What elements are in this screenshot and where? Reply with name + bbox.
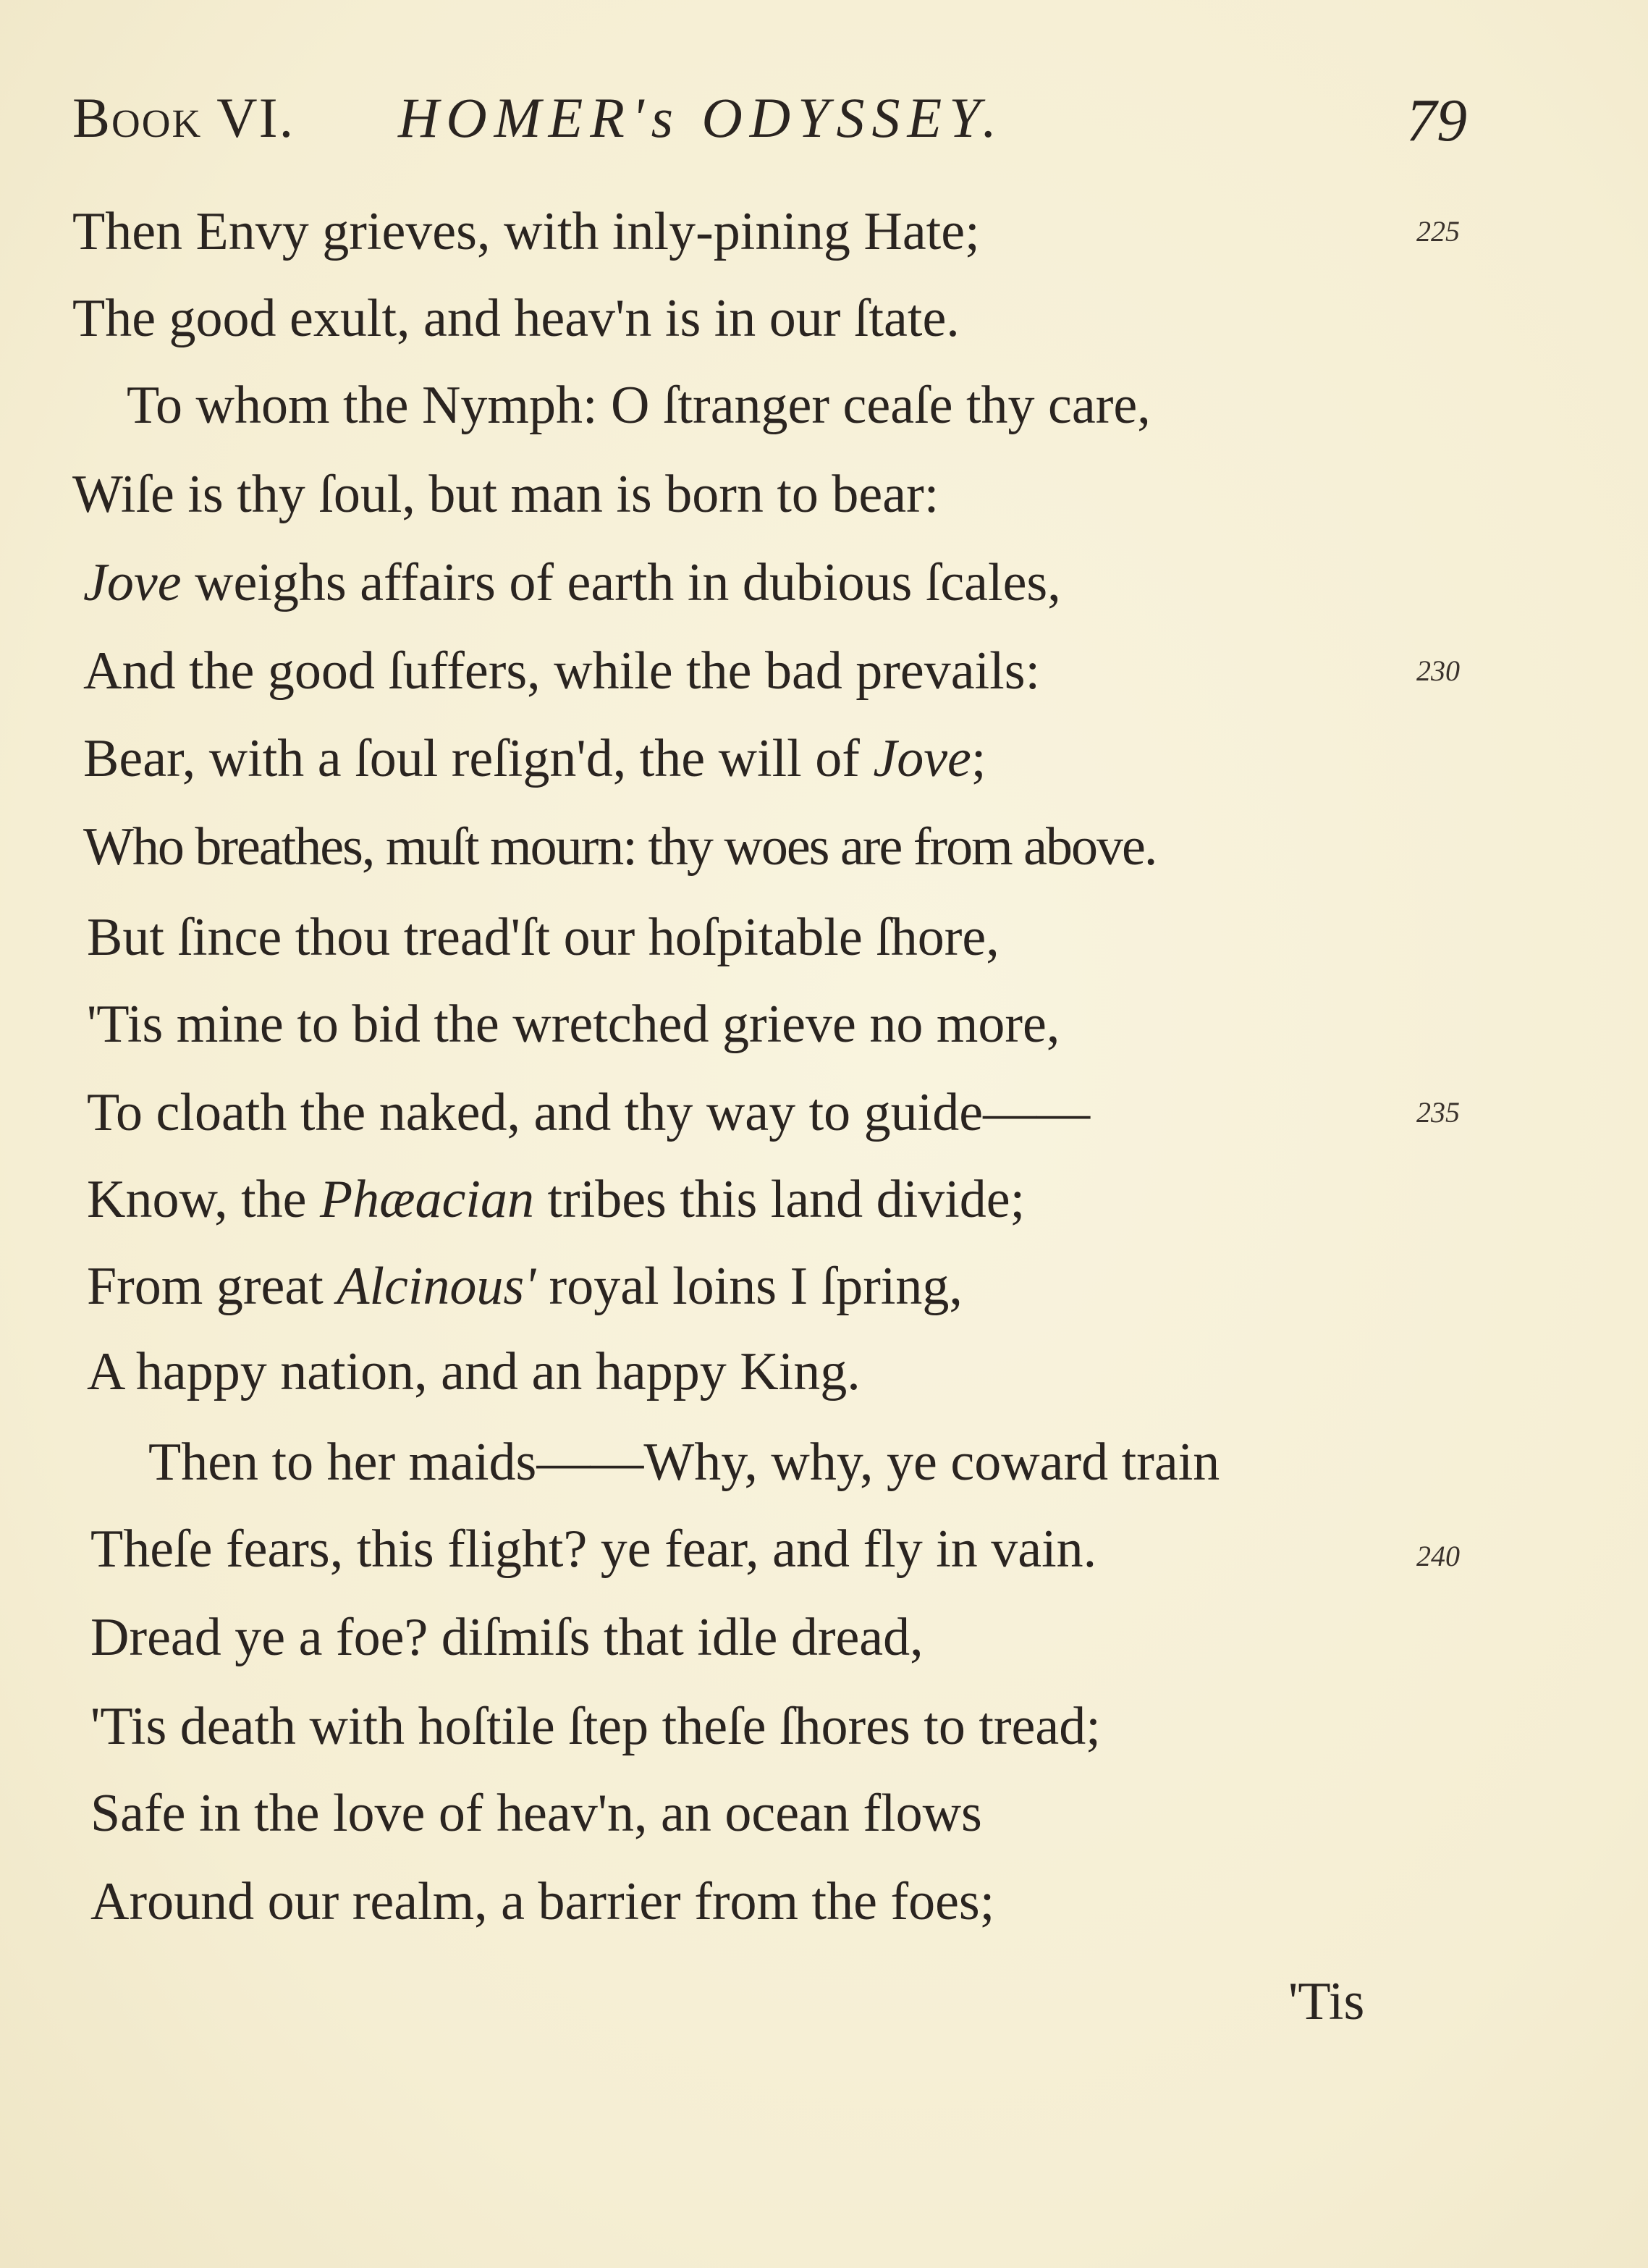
line-number: 240 [1416,1540,1460,1572]
verse-line: From great Alcinous' royal loins I ſpring, [87,1257,963,1316]
verse-line: But ſince thou tread'ſt our hoſpitable ſhore, [87,908,1000,967]
verse-line: And the good ſuffers, while the bad prevails: [83,641,1041,701]
verse-line: Know, the Phæacian tribes this land divide; [87,1170,1026,1229]
line-number: 230 [1416,654,1460,687]
verse-line: Jove weighs affairs of earth in dubious ſcales, [83,553,1061,612]
verse-line: Who breathes, muſt mourn: thy woes are from above. [83,817,1157,877]
running-header [72,85,1467,165]
line-number: 235 [1416,1096,1460,1129]
page-number: 79 [1406,87,1467,154]
verse-line: To cloath the naked, and thy way to guide—— [87,1083,1091,1142]
verse-line: Around our realm, a barrier from the foes; [90,1872,995,1931]
verse-line: 'Tis death with hoſtile ſtep theſe ſhores to tread; [90,1697,1101,1756]
page-title: HOMER's ODYSSEY. [398,86,1004,149]
verse-line: A happy nation, and an happy King. [87,1342,861,1401]
verse-line: Safe in the love of heav'n, an ocean flows [90,1784,982,1843]
verse-line: Wiſe is thy ſoul, but man is born to bear: [72,465,939,524]
verse-line: Bear, with a ſoul reſign'd, the will of Jove; [83,729,986,788]
book-label: Book VI. [72,86,295,149]
verse-line: To whom the Nymph: O ſtranger ceaſe thy care, [127,376,1151,435]
catchword: 'Tis [1288,1972,1365,2031]
verse-line: Theſe fears, this flight? ye fear, and fly in vain. [90,1519,1097,1579]
verse-line: The good exult, and heav'n is in our ſtate. [72,289,960,348]
verse-line: Then Envy grieves, with inly-pining Hate; [72,202,980,261]
line-number: 225 [1416,215,1460,248]
verse-line: Then to her maids——Why, why, ye coward train [148,1433,1220,1492]
verse-line: 'Tis mine to bid the wretched grieve no more, [87,995,1060,1054]
verse-line: Dread ye a foe? diſmiſs that idle dread, [90,1608,924,1667]
